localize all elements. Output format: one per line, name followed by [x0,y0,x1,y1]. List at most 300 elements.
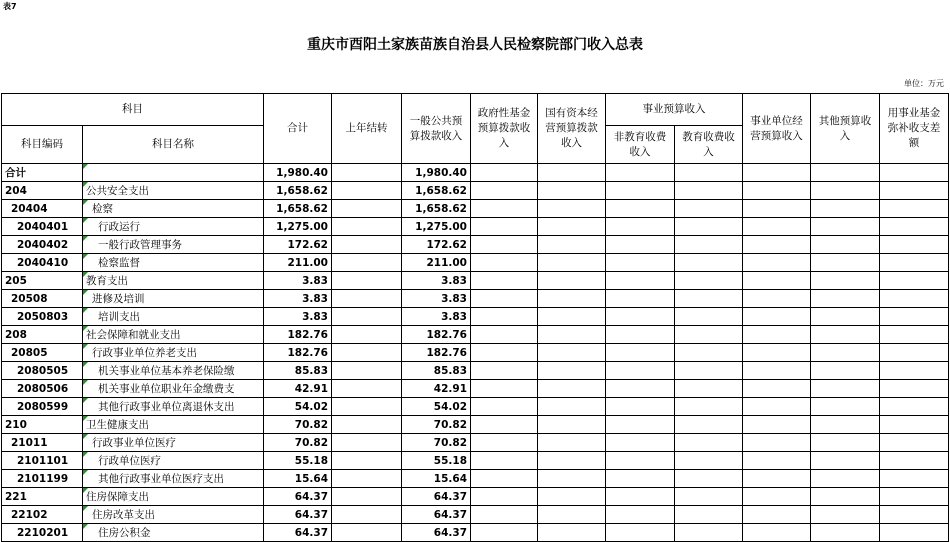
row-state-capital [538,254,606,272]
cell-marker-icon [83,488,88,493]
row-gov-fund [471,452,538,470]
row-fund-offset [880,326,949,344]
row-state-capital [538,308,606,326]
header-fund-offset: 用事业基金弥补收支差额 [880,94,949,164]
row-fund-offset [880,254,949,272]
row-carryover [332,380,402,398]
row-carryover [332,452,402,470]
row-public-operating [743,488,811,506]
row-state-capital [538,362,606,380]
row-total: 70.82 [264,416,332,434]
row-fund-offset [880,398,949,416]
row-general-budget: 182.76 [402,344,471,362]
table-row [2,272,949,290]
row-fund-offset [880,470,949,488]
row-general-budget: 64.37 [402,524,471,542]
row-carryover [332,344,402,362]
row-state-capital [538,218,606,236]
row-other [811,524,880,542]
table-row [2,200,949,218]
header-subject: 科目 [2,94,264,126]
cell-marker-icon [83,254,88,259]
row-non-edu-fee [606,470,675,488]
cell-marker-icon [83,344,88,349]
row-fund-offset [880,182,949,200]
header-edu-fee: 教育收费收入 [675,126,743,164]
row-fund-offset [880,434,949,452]
row-gov-fund [471,506,538,524]
row-edu-fee [675,218,743,236]
row-non-edu-fee [606,236,675,254]
row-code: 2101101 [2,452,83,470]
row-code: 20508 [2,290,83,308]
cell-marker-icon [83,362,88,367]
table-row [2,308,949,326]
row-state-capital [538,164,606,182]
row-name [83,164,264,182]
row-other [811,218,880,236]
row-name-text: 其他行政事业单位离退休支出 [98,401,235,413]
row-edu-fee [675,236,743,254]
row-code: 20404 [2,200,83,218]
row-carryover [332,326,402,344]
row-other [811,344,880,362]
row-carryover [332,254,402,272]
row-non-edu-fee [606,344,675,362]
header-public-operating: 事业单位经营预算收入 [743,94,811,164]
row-total: 1,275.00 [264,218,332,236]
row-public-operating [743,434,811,452]
row-fund-offset [880,200,949,218]
table-row [2,488,949,506]
row-state-capital [538,452,606,470]
row-general-budget: 1,275.00 [402,218,471,236]
row-general-budget: 3.83 [402,308,471,326]
row-name [83,236,264,254]
row-name-text: 检察监督 [98,257,140,269]
row-general-budget: 1,980.40 [402,164,471,182]
table-body [2,164,949,542]
row-other [811,434,880,452]
row-non-edu-fee [606,506,675,524]
table-row [2,524,949,542]
row-gov-fund [471,470,538,488]
row-gov-fund [471,272,538,290]
row-non-edu-fee [606,416,675,434]
row-other [811,416,880,434]
row-code: 2050803 [2,308,83,326]
row-name [83,506,264,524]
row-total: 182.76 [264,326,332,344]
row-edu-fee [675,470,743,488]
row-gov-fund [471,308,538,326]
cell-marker-icon [83,182,88,187]
row-public-operating [743,326,811,344]
row-non-edu-fee [606,164,675,182]
row-name-text: 机关事业单位基本养老保险缴 [98,365,235,377]
row-edu-fee [675,164,743,182]
row-name [83,326,264,344]
row-code: 2080599 [2,398,83,416]
row-fund-offset [880,290,949,308]
row-public-operating [743,200,811,218]
row-total: 1,658.62 [264,182,332,200]
row-non-edu-fee [606,326,675,344]
row-public-operating [743,506,811,524]
table-row [2,254,949,272]
table-row [2,164,949,182]
row-name [83,218,264,236]
row-name-text: 行政单位医疗 [98,455,161,467]
row-total: 3.83 [264,308,332,326]
row-non-edu-fee [606,254,675,272]
row-carryover [332,470,402,488]
row-general-budget: 70.82 [402,434,471,452]
row-total: 182.76 [264,344,332,362]
cell-marker-icon [83,236,88,241]
row-carryover [332,362,402,380]
row-general-budget: 1,658.62 [402,200,471,218]
row-fund-offset [880,308,949,326]
row-total: 64.37 [264,488,332,506]
row-name [83,254,264,272]
row-non-edu-fee [606,218,675,236]
row-non-edu-fee [606,398,675,416]
row-code: 21011 [2,434,83,452]
row-name [83,398,264,416]
row-public-operating [743,164,811,182]
row-general-budget: 1,658.62 [402,182,471,200]
row-non-edu-fee [606,524,675,542]
row-general-budget: 70.82 [402,416,471,434]
cell-marker-icon [83,272,88,277]
row-carryover [332,308,402,326]
row-code: 合计 [2,164,83,182]
row-gov-fund [471,326,538,344]
row-name [83,182,264,200]
row-fund-offset [880,452,949,470]
table-row [2,344,949,362]
row-carryover [332,200,402,218]
row-name-text: 住房保障支出 [86,491,149,503]
row-carryover [332,398,402,416]
table-row [2,416,949,434]
row-non-edu-fee [606,290,675,308]
row-name [83,290,264,308]
table-row [2,362,949,380]
header-name: 科目名称 [83,126,264,164]
row-public-operating [743,398,811,416]
row-fund-offset [880,380,949,398]
cell-marker-icon [83,434,88,439]
row-edu-fee [675,524,743,542]
row-state-capital [538,290,606,308]
row-name [83,434,264,452]
row-code: 2080505 [2,362,83,380]
row-carryover [332,524,402,542]
row-general-budget: 54.02 [402,398,471,416]
header-gov-fund: 政府性基金预算拨款收入 [471,94,538,164]
row-state-capital [538,344,606,362]
row-edu-fee [675,272,743,290]
row-state-capital [538,236,606,254]
row-general-budget: 64.37 [402,506,471,524]
row-name [83,344,264,362]
row-gov-fund [471,344,538,362]
cell-marker-icon [83,200,88,205]
row-public-operating [743,308,811,326]
row-state-capital [538,488,606,506]
row-edu-fee [675,254,743,272]
header-public-service: 事业预算收入 [606,94,743,126]
row-name [83,200,264,218]
row-fund-offset [880,218,949,236]
row-total: 211.00 [264,254,332,272]
row-total: 3.83 [264,272,332,290]
table-row [2,218,949,236]
row-total: 1,658.62 [264,200,332,218]
row-state-capital [538,524,606,542]
cell-marker-icon [83,470,88,475]
row-name-text: 社会保障和就业支出 [86,329,181,341]
header-code: 科目编码 [2,126,83,164]
row-gov-fund [471,380,538,398]
row-carryover [332,164,402,182]
cell-marker-icon [83,308,88,313]
row-carryover [332,416,402,434]
row-general-budget: 211.00 [402,254,471,272]
row-gov-fund [471,434,538,452]
row-carryover [332,218,402,236]
row-name-text: 行政事业单位养老支出 [92,347,197,359]
row-name [83,380,264,398]
row-name-text: 行政事业单位医疗 [92,437,176,449]
row-general-budget: 64.37 [402,488,471,506]
row-total: 1,980.40 [264,164,332,182]
row-state-capital [538,272,606,290]
row-edu-fee [675,398,743,416]
row-other [811,488,880,506]
table-row [2,290,949,308]
cell-marker-icon [83,398,88,403]
row-code: 2040401 [2,218,83,236]
row-name-text: 住房改革支出 [92,509,155,521]
row-edu-fee [675,380,743,398]
table-row [2,434,949,452]
row-other [811,380,880,398]
row-name [83,308,264,326]
row-public-operating [743,182,811,200]
row-general-budget: 3.83 [402,290,471,308]
row-public-operating [743,236,811,254]
page-title: 重庆市酉阳土家族苗族自治县人民检察院部门收入总表 [307,37,643,53]
row-public-operating [743,416,811,434]
row-other [811,470,880,488]
row-fund-offset [880,164,949,182]
row-state-capital [538,470,606,488]
cell-marker-icon [83,380,88,385]
row-name-text: 一般行政管理事务 [98,239,182,251]
table-row [2,452,949,470]
row-gov-fund [471,254,538,272]
row-non-edu-fee [606,452,675,470]
row-name-text: 其他行政事业单位医疗支出 [98,473,224,485]
row-state-capital [538,434,606,452]
row-code: 22102 [2,506,83,524]
cell-marker-icon [83,416,88,421]
row-edu-fee [675,416,743,434]
row-name-text: 机关事业单位职业年金缴费支 [98,383,235,395]
cell-marker-icon [83,218,88,223]
row-state-capital [538,326,606,344]
row-other [811,182,880,200]
row-total: 70.82 [264,434,332,452]
cell-marker-icon [83,452,88,457]
row-non-edu-fee [606,362,675,380]
row-total: 172.62 [264,236,332,254]
row-gov-fund [471,524,538,542]
row-other [811,506,880,524]
row-name [83,524,264,542]
row-total: 42.91 [264,380,332,398]
table-number-tag: 表7 [3,2,17,11]
row-public-operating [743,272,811,290]
header-other: 其他预算收入 [811,94,880,164]
row-general-budget: 182.76 [402,326,471,344]
row-edu-fee [675,452,743,470]
table-row [2,236,949,254]
row-other [811,236,880,254]
row-fund-offset [880,236,949,254]
row-public-operating [743,218,811,236]
row-edu-fee [675,290,743,308]
row-non-edu-fee [606,434,675,452]
row-gov-fund [471,416,538,434]
row-carryover [332,506,402,524]
row-code: 20805 [2,344,83,362]
table-row [2,470,949,488]
row-carryover [332,290,402,308]
row-name-text: 进修及培训 [92,293,145,305]
row-name-text: 教育支出 [86,275,128,287]
row-code: 204 [2,182,83,200]
row-other [811,254,880,272]
row-state-capital [538,182,606,200]
row-public-operating [743,344,811,362]
row-edu-fee [675,326,743,344]
row-fund-offset [880,524,949,542]
row-total: 54.02 [264,398,332,416]
table-row [2,182,949,200]
row-carryover [332,272,402,290]
row-public-operating [743,254,811,272]
row-fund-offset [880,362,949,380]
row-gov-fund [471,200,538,218]
row-code: 2040410 [2,254,83,272]
row-total: 64.37 [264,506,332,524]
table-row [2,326,949,344]
row-general-budget: 42.91 [402,380,471,398]
row-edu-fee [675,200,743,218]
row-other [811,326,880,344]
row-code: 2101199 [2,470,83,488]
row-fund-offset [880,506,949,524]
row-general-budget: 55.18 [402,452,471,470]
row-gov-fund [471,362,538,380]
row-gov-fund [471,398,538,416]
row-other [811,164,880,182]
row-name-text: 行政运行 [98,221,140,233]
table-row [2,398,949,416]
header-state-capital: 国有资本经营预算拨款收入 [538,94,606,164]
row-name-text: 培训支出 [98,311,140,323]
cell-marker-icon [83,506,88,511]
row-edu-fee [675,182,743,200]
row-edu-fee [675,488,743,506]
row-code: 2080506 [2,380,83,398]
row-state-capital [538,398,606,416]
row-other [811,290,880,308]
row-public-operating [743,380,811,398]
row-state-capital [538,506,606,524]
unit-label: 单位：万元 [904,79,944,88]
row-edu-fee [675,308,743,326]
row-other [811,272,880,290]
row-other [811,200,880,218]
row-total: 15.64 [264,470,332,488]
row-name-text: 检察 [92,203,113,215]
row-gov-fund [471,236,538,254]
row-other [811,452,880,470]
row-name [83,416,264,434]
row-name [83,488,264,506]
row-name-text: 公共安全支出 [86,185,149,197]
row-public-operating [743,452,811,470]
row-edu-fee [675,434,743,452]
table-row [2,506,949,524]
row-fund-offset [880,416,949,434]
row-carryover [332,236,402,254]
row-name-text: 卫生健康支出 [86,419,149,431]
row-total: 85.83 [264,362,332,380]
header-total: 合计 [264,94,332,164]
row-code: 2040402 [2,236,83,254]
cell-marker-icon [83,164,88,169]
row-name [83,362,264,380]
row-public-operating [743,470,811,488]
row-total: 55.18 [264,452,332,470]
row-total: 3.83 [264,290,332,308]
row-gov-fund [471,182,538,200]
row-code: 208 [2,326,83,344]
table-row [2,380,949,398]
row-general-budget: 15.64 [402,470,471,488]
row-public-operating [743,362,811,380]
row-fund-offset [880,344,949,362]
row-name [83,272,264,290]
row-public-operating [743,524,811,542]
header-non-edu-fee: 非教育收费收入 [606,126,675,164]
row-non-edu-fee [606,182,675,200]
row-state-capital [538,416,606,434]
row-code: 210 [2,416,83,434]
row-edu-fee [675,506,743,524]
row-carryover [332,434,402,452]
cell-marker-icon [83,326,88,331]
row-code: 221 [2,488,83,506]
row-non-edu-fee [606,308,675,326]
row-code: 205 [2,272,83,290]
